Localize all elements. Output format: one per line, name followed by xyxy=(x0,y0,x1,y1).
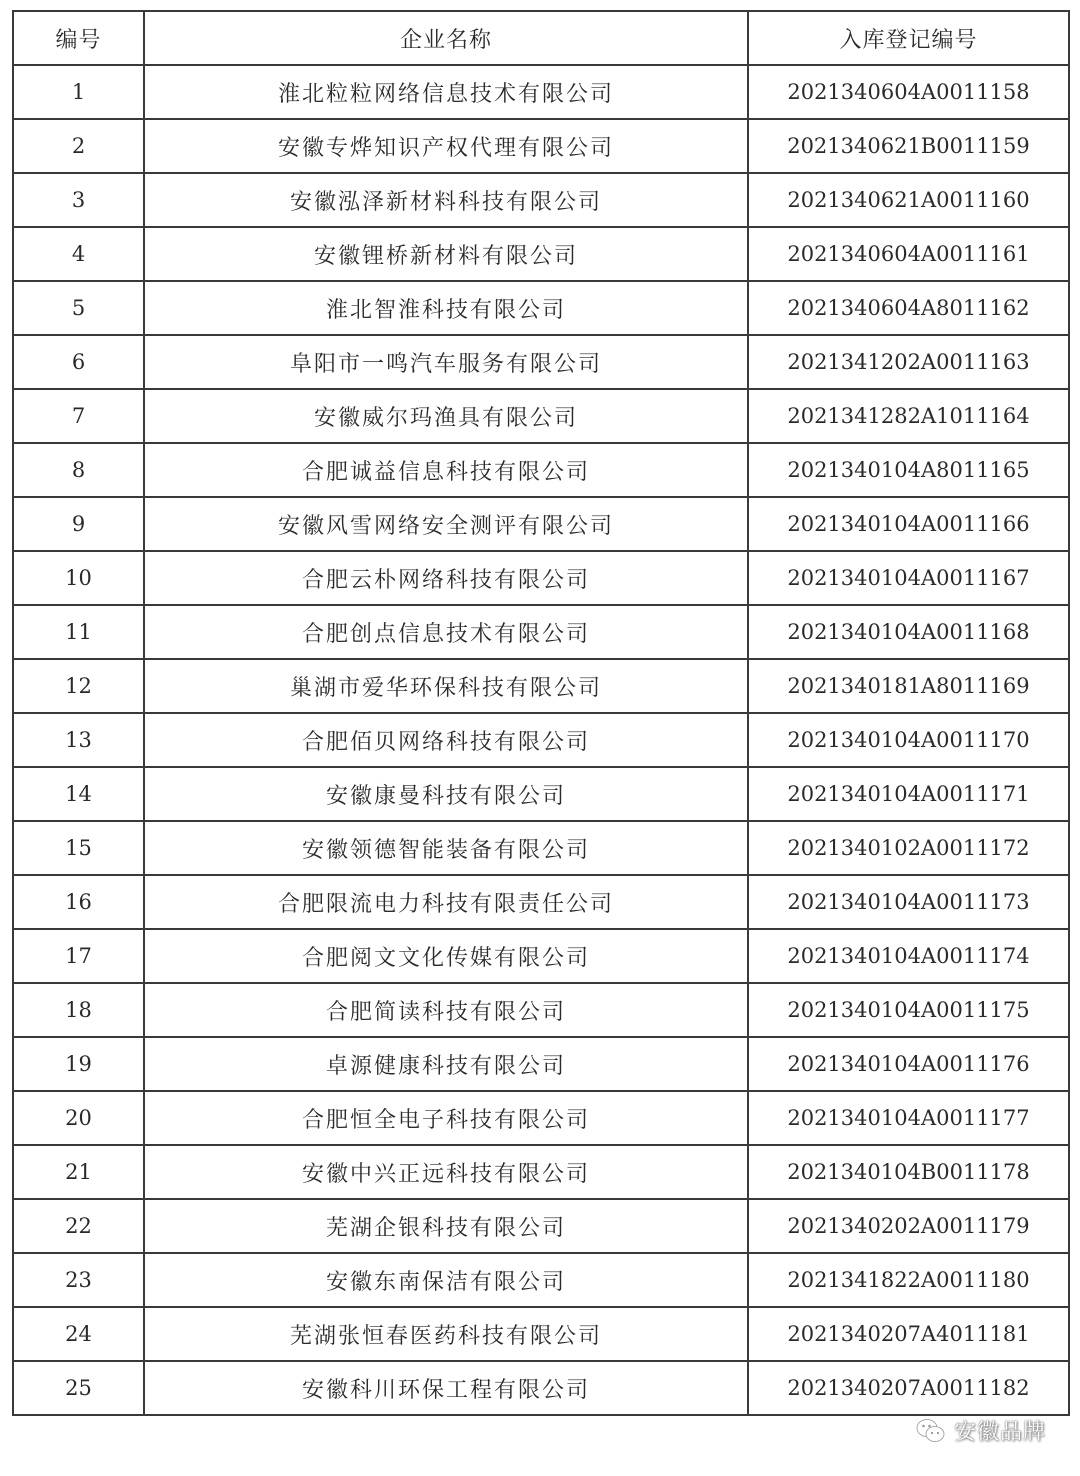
table-row xyxy=(13,335,1069,389)
table-row xyxy=(13,173,1069,227)
row-number: 16 xyxy=(13,875,144,929)
row-number: 13 xyxy=(13,713,144,767)
table-row xyxy=(13,821,1069,875)
registration-code: 2021340207A4011181 xyxy=(748,1307,1069,1361)
row-number: 21 xyxy=(13,1145,144,1199)
company-name: 合肥恒全电子科技有限公司 xyxy=(144,1091,748,1145)
row-number: 25 xyxy=(13,1361,144,1415)
registration-code: 2021340621B0011159 xyxy=(748,119,1069,173)
table-row xyxy=(13,659,1069,713)
row-number: 15 xyxy=(13,821,144,875)
registration-code: 2021340102A0011172 xyxy=(748,821,1069,875)
company-name: 安徽泓泽新材料科技有限公司 xyxy=(144,173,748,227)
row-number: 17 xyxy=(13,929,144,983)
watermark xyxy=(916,1415,1046,1446)
company-name: 阜阳市一鸣汽车服务有限公司 xyxy=(144,335,748,389)
registration-code: 2021340104B0011178 xyxy=(748,1145,1069,1199)
table-row xyxy=(13,767,1069,821)
registration-code: 2021341202A0011163 xyxy=(748,335,1069,389)
row-number: 1 xyxy=(13,65,144,119)
registration-code: 2021340621A0011160 xyxy=(748,173,1069,227)
company-name: 芜湖企银科技有限公司 xyxy=(144,1199,748,1253)
company-name: 安徽康曼科技有限公司 xyxy=(144,767,748,821)
table-row xyxy=(13,1361,1069,1415)
company-name: 安徽东南保洁有限公司 xyxy=(144,1253,748,1307)
registration-code: 2021340604A8011162 xyxy=(748,281,1069,335)
registration-code: 2021340604A0011158 xyxy=(748,65,1069,119)
company-name: 安徽威尔玛渔具有限公司 xyxy=(144,389,748,443)
registration-code: 2021340104A0011175 xyxy=(748,983,1069,1037)
company-name: 卓源健康科技有限公司 xyxy=(144,1037,748,1091)
company-name: 淮北智淮科技有限公司 xyxy=(144,281,748,335)
company-name: 淮北粒粒网络信息技术有限公司 xyxy=(144,65,748,119)
row-number: 19 xyxy=(13,1037,144,1091)
row-number: 5 xyxy=(13,281,144,335)
table-row xyxy=(13,119,1069,173)
company-name: 安徽专烨知识产权代理有限公司 xyxy=(144,119,748,173)
table-header xyxy=(13,11,1069,65)
table-row xyxy=(13,875,1069,929)
registration-code: 2021340104A0011168 xyxy=(748,605,1069,659)
table-row xyxy=(13,929,1069,983)
header-registration-code: 入库登记编号 xyxy=(748,11,1069,65)
row-number: 12 xyxy=(13,659,144,713)
registration-table-container xyxy=(12,10,1068,1416)
row-number: 2 xyxy=(13,119,144,173)
company-name: 合肥简读科技有限公司 xyxy=(144,983,748,1037)
table-row xyxy=(13,1145,1069,1199)
registration-code: 2021340104A8011165 xyxy=(748,443,1069,497)
table-row xyxy=(13,983,1069,1037)
registration-code: 2021340104A0011171 xyxy=(748,767,1069,821)
table-row xyxy=(13,65,1069,119)
watermark-text: 安徽品牌 xyxy=(953,1420,1046,1445)
registration-code: 2021341282A1011164 xyxy=(748,389,1069,443)
table-body xyxy=(13,65,1069,1415)
table-row xyxy=(13,1199,1069,1253)
registration-code: 2021340207A0011182 xyxy=(748,1361,1069,1415)
table-row xyxy=(13,551,1069,605)
row-number: 4 xyxy=(13,227,144,281)
row-number: 22 xyxy=(13,1199,144,1253)
table-row xyxy=(13,227,1069,281)
table-row xyxy=(13,389,1069,443)
registration-code: 2021340202A0011179 xyxy=(748,1199,1069,1253)
company-name: 安徽锂桥新材料有限公司 xyxy=(144,227,748,281)
row-number: 20 xyxy=(13,1091,144,1145)
registration-code: 2021340104A0011166 xyxy=(748,497,1069,551)
table-row xyxy=(13,1091,1069,1145)
company-name: 芜湖张恒春医药科技有限公司 xyxy=(144,1307,748,1361)
company-name: 安徽风雪网络安全测评有限公司 xyxy=(144,497,748,551)
registration-table xyxy=(12,10,1070,1416)
row-number: 3 xyxy=(13,173,144,227)
company-name: 合肥创点信息技术有限公司 xyxy=(144,605,748,659)
table-row xyxy=(13,605,1069,659)
row-number: 24 xyxy=(13,1307,144,1361)
table-row xyxy=(13,1253,1069,1307)
company-name: 合肥诚益信息科技有限公司 xyxy=(144,443,748,497)
company-name: 安徽科川环保工程有限公司 xyxy=(144,1361,748,1415)
registration-code: 2021340104A0011176 xyxy=(748,1037,1069,1091)
registration-code: 2021340604A0011161 xyxy=(748,227,1069,281)
table-row xyxy=(13,497,1069,551)
registration-code: 2021340104A0011174 xyxy=(748,929,1069,983)
registration-code: 2021341822A0011180 xyxy=(748,1253,1069,1307)
row-number: 23 xyxy=(13,1253,144,1307)
row-number: 14 xyxy=(13,767,144,821)
registration-code: 2021340181A8011169 xyxy=(748,659,1069,713)
table-row xyxy=(13,443,1069,497)
row-number: 18 xyxy=(13,983,144,1037)
row-number: 10 xyxy=(13,551,144,605)
registration-code: 2021340104A0011173 xyxy=(748,875,1069,929)
company-name: 安徽领德智能装备有限公司 xyxy=(144,821,748,875)
wechat-icon xyxy=(916,1418,946,1444)
table-row xyxy=(13,1037,1069,1091)
company-name: 合肥阅文文化传媒有限公司 xyxy=(144,929,748,983)
registration-code: 2021340104A0011167 xyxy=(748,551,1069,605)
row-number: 7 xyxy=(13,389,144,443)
company-name: 巢湖市爱华环保科技有限公司 xyxy=(144,659,748,713)
header-row xyxy=(13,11,1069,65)
registration-code: 2021340104A0011177 xyxy=(748,1091,1069,1145)
company-name: 合肥佰贝网络科技有限公司 xyxy=(144,713,748,767)
table-row xyxy=(13,1307,1069,1361)
row-number: 6 xyxy=(13,335,144,389)
header-number: 编号 xyxy=(13,11,144,65)
row-number: 9 xyxy=(13,497,144,551)
company-name: 合肥限流电力科技有限责任公司 xyxy=(144,875,748,929)
row-number: 8 xyxy=(13,443,144,497)
header-company-name: 企业名称 xyxy=(144,11,748,65)
table-row xyxy=(13,281,1069,335)
company-name: 安徽中兴正远科技有限公司 xyxy=(144,1145,748,1199)
registration-code: 2021340104A0011170 xyxy=(748,713,1069,767)
row-number: 11 xyxy=(13,605,144,659)
table-row xyxy=(13,713,1069,767)
company-name: 合肥云朴网络科技有限公司 xyxy=(144,551,748,605)
